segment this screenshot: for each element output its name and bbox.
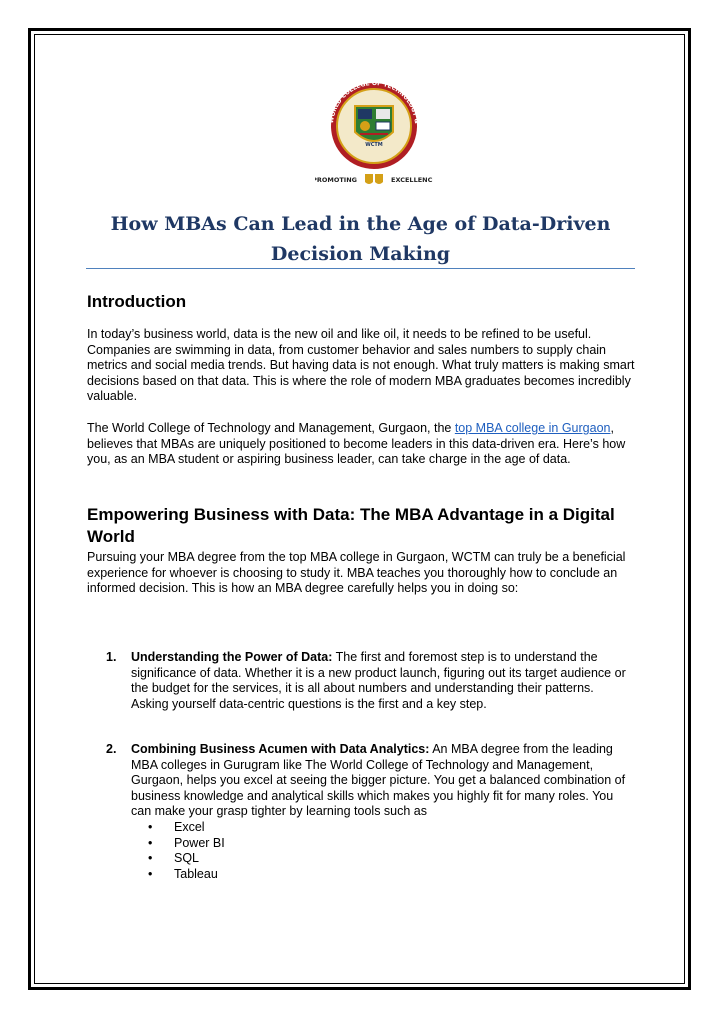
list-item-body [131, 742, 634, 820]
bullet-icon: • [148, 835, 153, 850]
list-item-text: An MBA degree from the leading MBA colleges in Gurugram like The World College of Technology and Management, Gurgaon, helps you excel at seeing the bigger picture. You get a balanced combination of business knowledge and analytical skills which makes you highly fit for many roles. You can make your grasp tighter by learning tools such as [131, 742, 626, 818]
tool-label: SQL [174, 851, 200, 865]
tools-list [148, 820, 225, 882]
page-title [86, 209, 635, 269]
tool-label: Tableau [174, 866, 218, 881]
list-item-number: 2. [106, 742, 117, 756]
bullet-icon: • [148, 820, 153, 834]
top-mba-college-link[interactable]: top MBA college in Gurgaon [454, 421, 611, 435]
college-paragraph-text-before: The World College of Technology and Management, Gurgaon, the [87, 421, 455, 435]
introduction-paragraph: In today’s business world, data is the new oil and like oil, it needs to be refined to be useful. Companies are swimming in data, from customer behavior and sales numbers to supply chain metrics and social media trends. But having data is not enough. What truly matters is making smart decisions based on that data. This is where the role of modern MBA graduates becomes incredibly valuable. [87, 327, 635, 403]
tool-item-power-bi [148, 836, 225, 852]
numbered-list-item [106, 742, 634, 820]
list-item-text: The first and foremost step is to understand the significance of data. Whether it is a new product launch, figuring out its target audience or the budget for the services, it is all about numbers and understanding their patterns. Asking yourself data-centric questions is the first and a key step. [131, 650, 626, 711]
tool-item-excel [148, 820, 225, 836]
tool-item-sql [148, 851, 225, 867]
introduction-heading: Introduction [87, 292, 187, 311]
tool-label: Power BI [174, 835, 225, 850]
list-item-title: Understanding the Power of Data: [131, 650, 333, 664]
logo-wctm-text: WCTM [365, 142, 383, 148]
title-divider [86, 268, 635, 269]
bullet-icon: • [148, 851, 153, 865]
logo-ring-text: WORLD COLLEGE OF TECHNOLOGY & [327, 82, 421, 125]
tool-item-tableau [148, 867, 225, 883]
numbered-list-item [106, 650, 634, 712]
college-paragraph-text-after: , believes that MBAs are uniquely positioned to become leaders in this data-driven era. Here’s how you, as an MBA student or aspiring business leader, can take charge in the age of data. [87, 421, 626, 466]
logo-tagline-right: EXCELLENCE [391, 176, 433, 184]
bullet-icon: • [148, 866, 153, 881]
list-item-title: Combining Business Acumen with Data Analytics: [131, 742, 430, 756]
page-title-line-1: How MBAs Can Lead in the Age of Data-Driven [110, 213, 611, 235]
empowering-heading: Empowering Business with Data: The MBA Advantage in a Digital World [87, 505, 615, 546]
list-item-body [131, 650, 634, 712]
college-paragraph [87, 421, 647, 468]
list-item-number: 1. [106, 650, 117, 664]
empowering-paragraph: Pursuing your MBA degree from the top MBA college in Gurgaon, WCTM can truly be a beneficial experience for whoever is choosing to study it. MBA teaches you thoroughly how to conclude an informed decision. This is how an MBA degree carefully helps you in doing so: [87, 550, 626, 595]
page-title-line-2: Decision Making [270, 243, 451, 265]
logo-tagline-left: PROMOTING [315, 176, 357, 184]
college-logo [315, 82, 433, 190]
tool-label: Excel [174, 820, 205, 834]
college-emblem-icon [315, 82, 433, 190]
